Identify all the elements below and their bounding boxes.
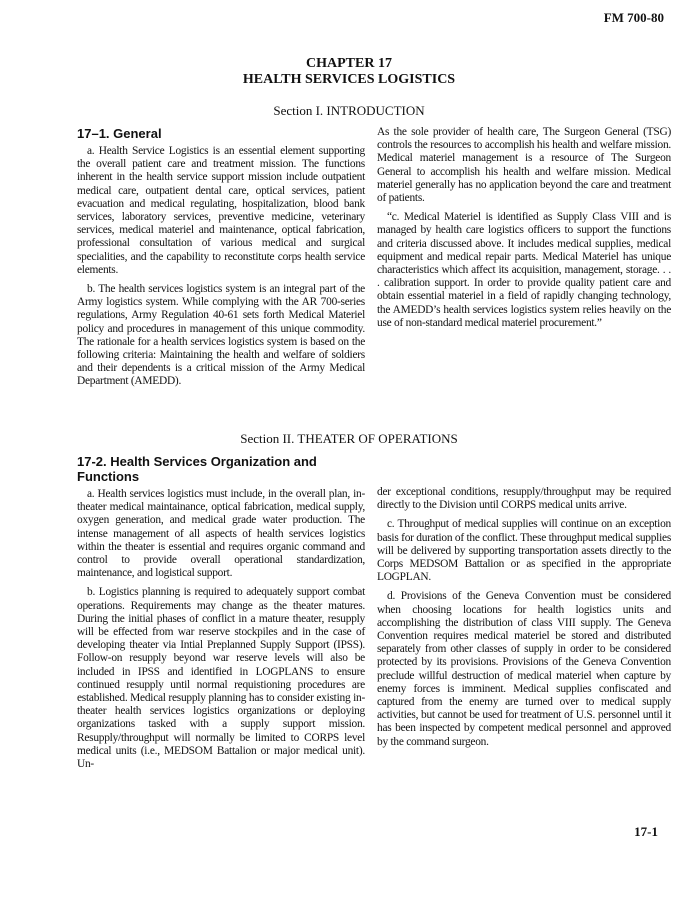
paragraph-a: a. Health Service Logistics is an essential element supporting the overall patient care and treatment mission. The functions inherent in the health service support mission include outpatient medical care, outpatient dental care, optical services, patient evacuation and medical regulating, hospitalization, blood bank services, laboratory services, preventive medicine, veterinary services, medical materiel and maintenance, optical fabrication, professional consultation of various medical and surgical specialities, and the capability to reconstitute corps health service elements. xyxy=(77,145,365,276)
paragraph-c: “c. Medical Materiel is identified as Supply Class VIII and is managed by health care logistics officers to support the functions and criteria discussed above. It includes medical supplies, medical equipment and medical repair parts. Medical Materiel has unique characteristics which affect its acquisition, management, storage. . . . calibration support. In order to provide quality patient care and obtain essential materiel in a field of rapidly changing technology, the AMEDD’s health services logistics system relies heavily on the use of non-standard medical materiel procurement.” xyxy=(377,211,671,329)
paragraph-heading-general: 17–1. General xyxy=(77,126,162,141)
section-title-introduction: Section I. INTRODUCTION xyxy=(273,103,425,118)
column-right-section2 xyxy=(377,486,671,755)
section-title-theater: Section II. THEATER OF OPERATIONS xyxy=(240,431,458,446)
paragraph-b: b. Logistics planning is required to adequately support combat operations. Requirements may change as the theater matures. During the initial phases of conflict in a mature theater, resupply will be effected from war reserve stockpiles and in the case of developing theater via Intial Preplanned Supply Support (IPSS). Follow-on resupply beyond war reserve levels will also be included in IPSS and identified in LOGPLANS to ensure continued resupply until normal requistioning procedures are established. Medical resupply planning has to consider existing in-theater health services logistics organizations or deploying organizations tasked with a supply support mission. Resupply/throughput will normally be limited to CORPS level medical units (i.e., MEDSOM Battalion or major medical unit). Un- xyxy=(77,586,365,771)
paragraph-d: d. Provisions of the Geneva Convention must be considered when choosing locations for health logistics units and accomplishing the distribution of class VIII supply. The Geneva Convention requires medical materiel be stored and distributed separately from other classes of supply in order to be considered protected by its provisions. Provisions of the Geneva Convention preclude willful destruction of medical materiel when capture by enemy forces is imminent. Medical supplies confiscated and captured from the enemy are turned over to medical supply activities, but cannot be used for treatment of U.S. personnel until it has been inspected by competent medical personnel and approved by the command surgeon. xyxy=(377,590,671,748)
page-number: 17-1 xyxy=(634,824,658,839)
chapter-heading xyxy=(0,56,698,88)
column-left-section1 xyxy=(77,126,365,395)
chapter-title: HEALTH SERVICES LOGISTICS xyxy=(242,72,456,87)
paragraph-b: b. The health services logistics system is an integral part of the Army logistics system. While complying with the AR 700-series regulations, Army Regulation 40-61 sets forth Medical Materiel policy and procedures in management of this unique commodity. The rationale for a health services logistics system is based on the following criteria: Maintaining the health and welfare of soldiers and their dependents is a critical mission of the Army Medical Department (AMEDD). xyxy=(77,283,365,388)
paragraph-b-continued: der exceptional conditions, resupply/throughput may be required directly to the Division until CORPS medical units arrive. xyxy=(377,486,671,512)
manual-id: FM 700-80 xyxy=(603,10,664,25)
paragraph-b-continued: As the sole provider of health care, The Surgeon General (TSG) controls the resources to accomplish his health and welfare mission. Medical materiel management is a resource of The Surgeon General to accomplish his health and welfare mission. Medical materiel generally has no application beyond the care and treatment of patients. xyxy=(377,126,671,205)
chapter-number: CHAPTER 17 xyxy=(306,56,392,71)
paragraph-c: c. Throughput of medical supplies will continue on an exception basis for duration of the conflict. These throughput medical supplies will be delivered by supporting transportation assets directly to the Corps MEDSOM Battalion or as specified in the appropriate LOGPLAN. xyxy=(377,518,671,584)
paragraph-heading-organization: 17-2. Health Services Organization and Functions xyxy=(77,454,317,484)
column-left-section2 xyxy=(77,454,365,777)
column-right-section1 xyxy=(377,126,671,336)
paragraph-a: a. Health services logistics must include, in the overall plan, in-theater medical maintainance, optical fabrication, medical supply, oxygen generation, and medical grade water production. The intense management of all aspects of health services logistics within the theater is essential and requires organic command and control to provide overall operational standardization, maintenance, and logistical support. xyxy=(77,488,365,580)
